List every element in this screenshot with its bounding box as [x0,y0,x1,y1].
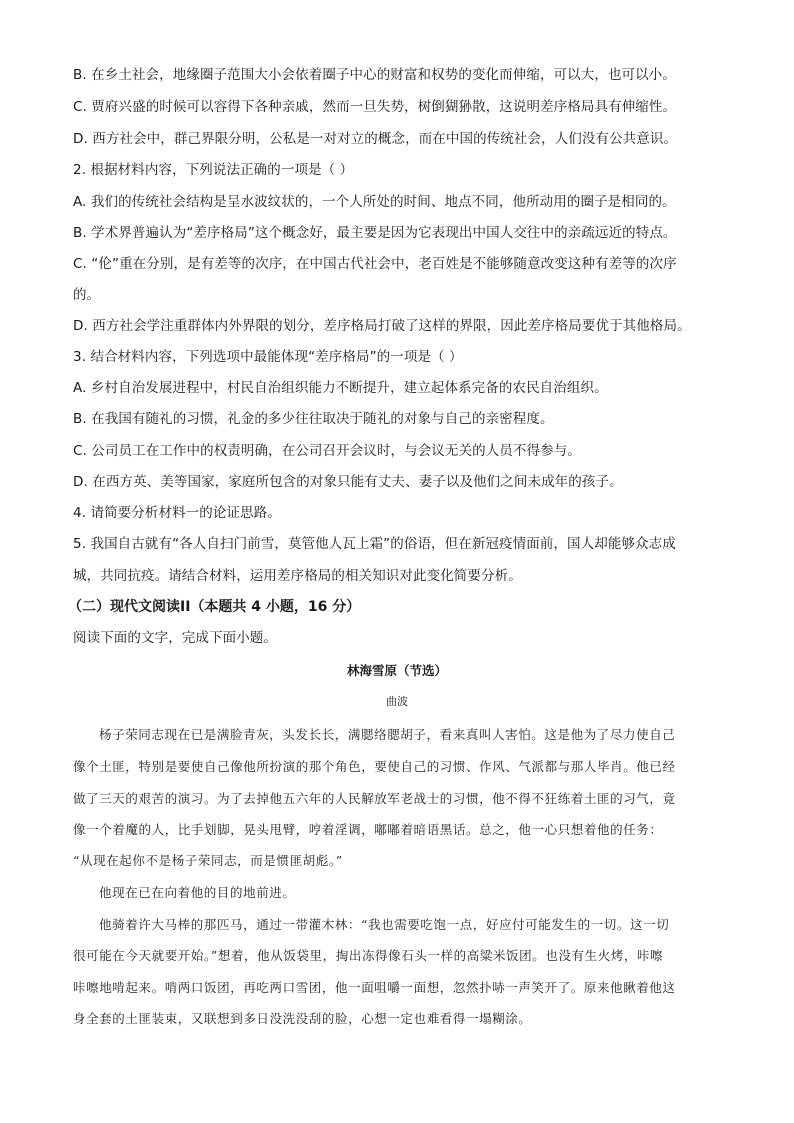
q1-option-b: B. 在乡土社会，地缘圈子范围大小会依着圈子中心的财富和权势的变化而伸缩，可以大，也可以小。 [73,67,676,83]
q3-stem: 3. 结合材料内容，下列选项中最能体现“差序格局”的一项是（ ） [73,349,463,365]
passage-paragraph-1-line-1: 杨子荣同志现在已是满脸青灰，头发长长，满腮络腮胡子，看来真叫人害怕。这是他为了尽力使自己 [99,727,676,742]
q4-stem: 4. 请简要分析材料一的论证思路。 [73,505,281,521]
q2-option-a: A. 我们的传统社会结构是呈水波纹状的，一个人所处的时间、地点不同，他所动用的圈子是相同的。 [73,194,676,210]
passage-author: 曲波 [386,695,408,708]
q3-option-c: C. 公司员工在工作中的权责明确，在公司召开会议时，与会议无关的人员不得参与。 [73,443,581,459]
passage-paragraph-3-line-4: 身全套的土匪装束，又联想到多日没洗没刮的脸，心想一定也难看得一塌糊涂。 [73,1011,532,1026]
q3-option-a: A. 乡村自治发展进程中，村民自治组织能力不断提升，建立起体系完备的农民自治组织。 [73,380,608,396]
passage-paragraph-2: 他现在已在向着他的目的地前进。 [99,885,296,900]
q1-option-d: D. 西方社会中，群己界限分明，公私是一对对立的概念，而在中国的传统社会，人们没有公共意识。 [73,131,678,147]
q1-option-c: C. 贾府兴盛的时候可以容得下各种亲戚，然而一旦失势，树倒猢狲散，这说明差序格局具有伸缩性。 [73,99,677,115]
passage-paragraph-3-line-2: 很可能在今天就要开始。”想着，他从饭袋里，掏出冻得像石头一样的高粱米饭团。也没有生火烤，咔嚓 [73,948,664,963]
q2-option-d: D. 西方社会学注重群体内外界限的划分，差序格局打破了这样的界限，因此差序格局要优于其他格局。 [73,318,691,334]
passage-paragraph-1-line-3: 做了三天的艰苦的演习。为了去掉他五六年的人民解放军老战士的习惯，他不得不狂练着土匪的习气，竟 [73,791,676,806]
q2-option-c-continued: 的。 [73,287,101,303]
passage-paragraph-1-line-5: “从现在起你不是杨子荣同志，而是惯匪胡彪。” [73,853,343,868]
q5-stem-line-2: 城，共同抗疫。请结合材料，运用差序格局的相关知识对此变化简要分析。 [73,568,522,584]
section-heading: （二）现代文阅读II（本题共 4 小题，16 分） [68,599,361,615]
q5-stem-line-1: 5. 我国自古就有“各人自扫门前雪，莫管他人瓦上霜”的俗语，但在新冠疫情面前，国人却能够众志成 [73,536,676,552]
q2-stem: 2. 根据材料内容，下列说法正确的一项是（ ） [73,162,354,178]
section-instruction: 阅读下面的文字，完成下面小题。 [73,630,277,646]
passage-title: 林海雪原（节选） [346,663,447,678]
passage-paragraph-1-line-4: 像一个着魔的人，比手划脚，晃头甩臂，哼着淫调，嘟嘟着暗语黑话。总之，他一心只想着他的任务： [73,822,663,837]
passage-paragraph-1-line-2: 像个土匪，特别是要使自己像他所扮演的那个角色，要使自己的习惯、作风、气派都与那人毕肖。他已经 [73,759,676,774]
q2-option-b: B. 学术界普遍认为“差序格局”这个概念好，最主要是因为它表现出中国人交往中的亲疏远近的特点。 [73,225,677,241]
passage-paragraph-3-line-1: 他骑着许大马棒的那匹马，通过一带灌木林：“我也需要吃饱一点，好应付可能发生的一切。这一切 [99,917,670,932]
q2-option-c: C. “伦”重在分别，是有差等的次序，在中国古代社会中，老百姓是不能够随意改变这种有差等的次序 [73,256,677,272]
q3-option-d: D. 在西方英、美等国家，家庭所包含的对象只能有丈夫、妻子以及他们之间未成年的孩子。 [73,474,623,490]
passage-paragraph-3-line-3: 咔嚓地啃起来。啃两口饭团，再吃两口雪团，他一面咀嚼一面想，忽然扑哧一声笑开了。原来他瞅着他这 [73,980,676,995]
q3-option-b: B. 在我国有随礼的习惯，礼金的多少往往取决于随礼的对象与自己的亲密程度。 [73,411,554,427]
